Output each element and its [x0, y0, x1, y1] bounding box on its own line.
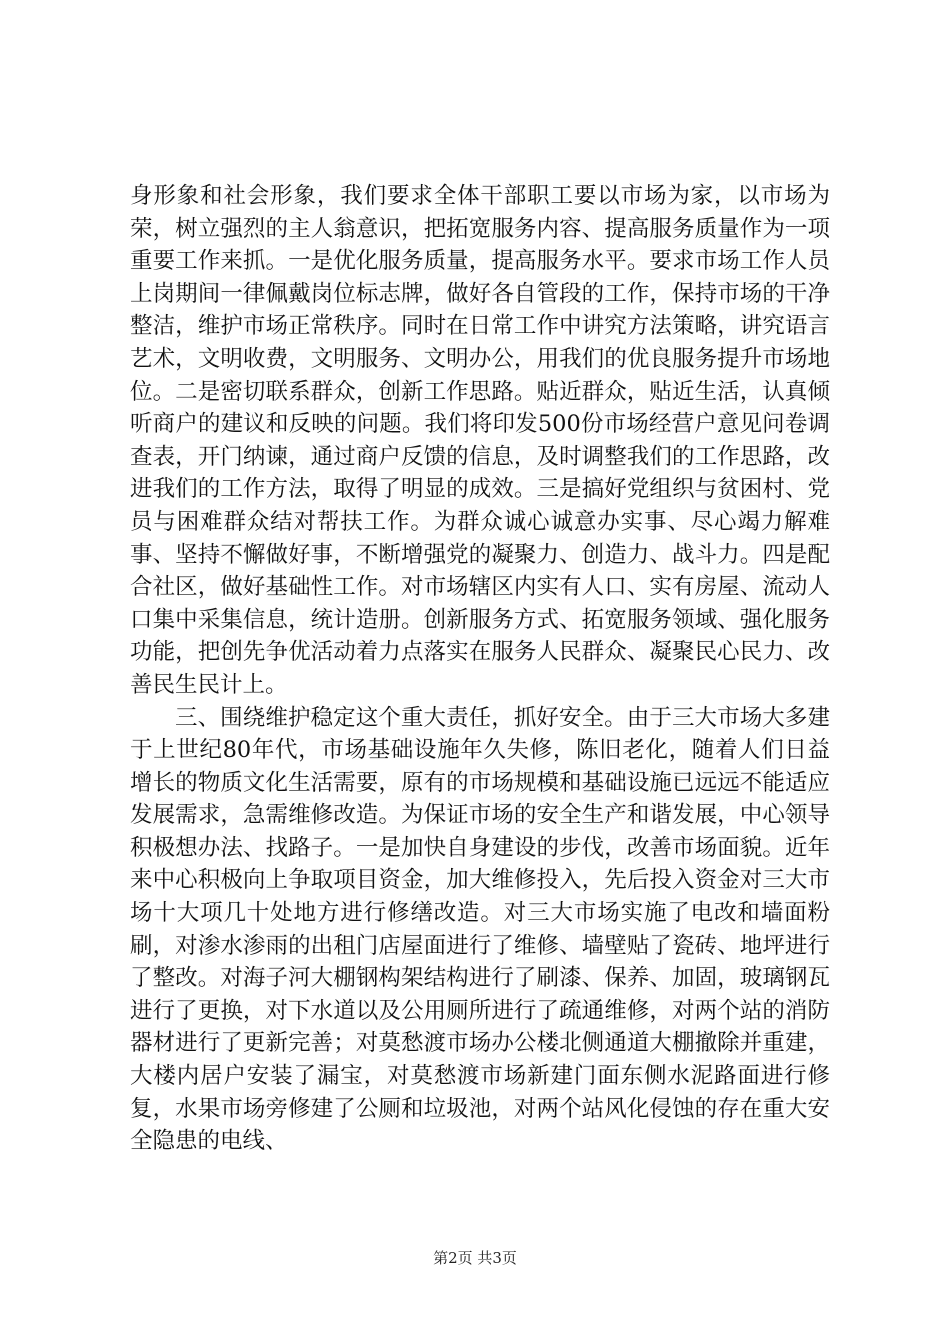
body-paragraph-2: 三、围绕维护稳定这个重大责任，抓好安全。由于三大市场大多建于上世纪80年代，市场基础设施年久失修，陈旧老化，随着人们日益增长的物质文化生活需要，原有的市场规模和基础设施已远远不能适应发展需求，急需维修改造。为保证市场的安全生产和谐发展，中心领导积极想办法、找路子。一是加快自身建设的步伐，改善市场面貌。近年来中心积极向上争取项目资金，加大维修投入，先后投入资金对三大市场十大项几十处地方进行修缮改造。对三大市场实施了电改和墙面粉刷，对渗水渗雨的出租门店屋面进行了维修、墙壁贴了瓷砖、地坪进行了整改。对海子河大棚钢构架结构进行了刷漆、保养、加固，玻璃钢瓦进行了更换，对下水道以及公用厕所进行了疏通维修，对两个站的消防器材进行了更新完善；对莫愁渡市场办公楼北侧通道大棚撤除并重建，大楼内居户安装了漏宝，对莫愁渡市场新建门面东侧水泥路面进行修复，水果市场旁修建了公厕和垃圾池，对两个站风化侵蚀的存在重大安全隐患的电线、 [130, 704, 830, 1155]
document-body [130, 180, 830, 1158]
page-footer: 第2页 共3页 [433, 1249, 517, 1267]
body-paragraph-1: 身形象和社会形象，我们要求全体干部职工要以市场为家，以市场为荣，树立强烈的主人翁意识，把拓宽服务内容、提高服务质量作为一项重要工作来抓。一是优化服务质量，提高服务水平。要求市场工作人员上岗期间一律佩戴岗位标志牌，做好各自管段的工作，保持市场的干净整洁，维护市场正常秩序。同时在日常工作中讲究方法策略，讲究语言艺术，文明收费，文明服务、文明办公，用我们的优良服务提升市场地位。二是密切联系群众，创新工作思路。贴近群众，贴近生活，认真倾听商户的建议和反映的问题。我们将印发500份市场经营户意见问卷调查表，开门纳谏，通过商户反馈的信息，及时调整我们的工作思路，改进我们的工作方法，取得了明显的成效。三是搞好党组织与贫困村、党员与困难群众结对帮扶工作。为群众诚心诚意办实事、尽心竭力解难事、坚持不懈做好事，不断增强党的凝聚力、创造力、战斗力。四是配合社区，做好基础性工作。对市场辖区内实有人口、实有房屋、流动人口集中采集信息，统计造册。创新服务方式、拓宽服务领域、强化服务功能，把创先争优活动着力点落实在服务人民群众、凝聚民心民力、改善民生民计上。 [130, 183, 830, 698]
